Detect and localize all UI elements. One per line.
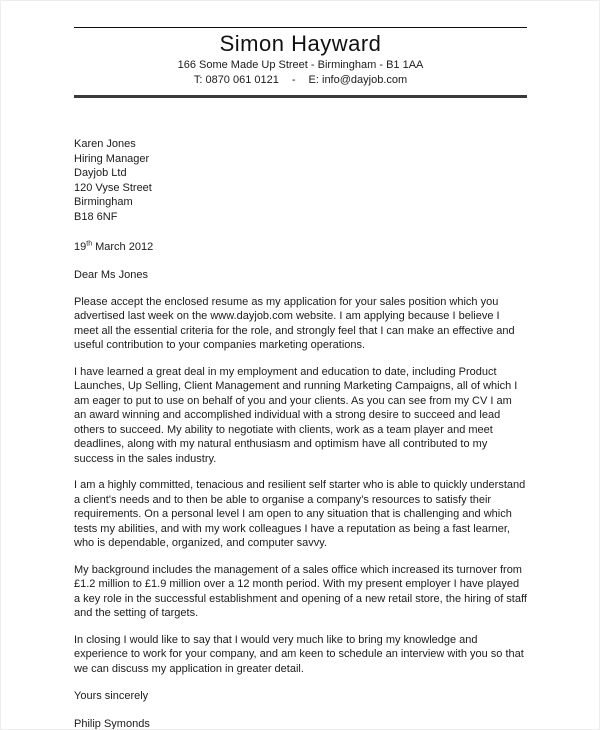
sender-address: 166 Some Made Up Street - Birmingham - B1 1AA [177, 59, 424, 71]
paragraph-experience: I have learned a great deal in my employment and education to date, including Product Launches, Up Selling, Client Management and running Marketing Campaigns, all of which I am eager to put to use on behalf of you and your clients. As you can see from my CV I am an award winning and accomplished individual with a strong desire to succeed and lead others to succeed. My ability to negotiate with clients, work as a team player and meet deadlines, along with my natural enthusiasm and optimism have all contributed to my success in the sales industry. [74, 365, 518, 465]
sender-phone: T: 0870 061 0121 [193, 74, 279, 86]
contact-separator: - [291, 74, 296, 86]
recipient-name: Karen Jones [74, 138, 136, 150]
recipient-street: 120 Vyse Street [74, 181, 152, 194]
date-month-year: March 2012 [95, 240, 154, 253]
paragraph-background: My background includes the management of a sales office which increased its turnover from £1.2 million to £1.9 million over a 12 month period. With my present employer I have played a key role in the successful establishment and opening of a new retail store, the hiring of staff and the setting of targets. [74, 563, 527, 620]
date-ordinal-suffix: th [86, 239, 93, 247]
paragraph-closing-request: In closing I would like to say that I would very much like to bring my knowledge and experience to work for your company, and am keen to schedule an interview with you so that we can discuss my application in greater detail. [74, 633, 524, 675]
sender-name: Simon Hayward [219, 31, 382, 56]
recipient-block [74, 137, 527, 225]
recipient-company: Dayjob Ltd [74, 167, 127, 180]
paragraph-personal-qualities: I am a highly committed, tenacious and resilient self starter who is able to quickly understand a client's needs and to then be able to organise a company’s resources to satisfy their requirements. On a personal level I am open to any situation that is challenging and which tests my abilities, and with my work colleagues I have a reputation as being a fast learner, who is dependable, organized, and computer savvy. [74, 479, 526, 550]
sender-email: E: info@dayjob.com [308, 74, 408, 86]
date-line [74, 240, 527, 255]
recipient-postcode: B18 6NF [74, 210, 118, 223]
letter-body [74, 137, 527, 730]
recipient-city: Birmingham [74, 196, 133, 209]
salutation: Dear Ms Jones [74, 269, 148, 282]
date-day: 19 [74, 240, 87, 253]
signature-name: Philip Symonds [74, 717, 150, 730]
sender-contact-line [74, 73, 527, 88]
recipient-title: Hiring Manager [74, 152, 150, 165]
paragraph-introduction: Please accept the enclosed resume as my application for your sales position which you advertised last week on the www.dayjob.com website. I am applying because I believe I meet all the essential criteria for the role, and strongly feel that I can make an effective and useful contribution to your companies marketing operations. [74, 295, 515, 352]
closing-salutation: Yours sincerely [74, 690, 149, 703]
letterhead [74, 28, 527, 95]
letterhead-bottom-rule [74, 95, 527, 98]
